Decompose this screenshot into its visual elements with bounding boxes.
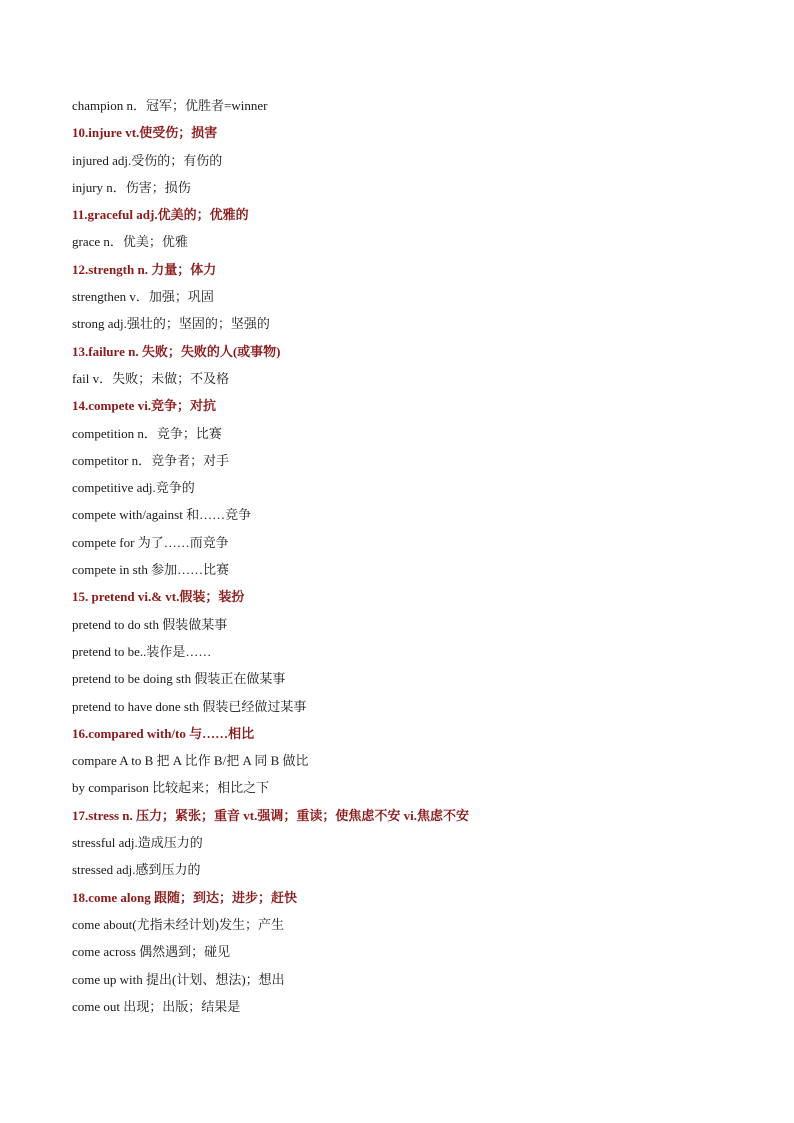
- entry-line: compete for 为了……而竞争: [72, 534, 229, 550]
- entry-line: pretend to be..装作是……: [72, 643, 212, 659]
- entry-line: by comparison 比较起来；相比之下: [72, 780, 270, 796]
- entry-line: compare A to B 把 A 比作 B/把 A 同 B 做比: [72, 753, 309, 769]
- entry-heading: 10.injure vt.使受伤；损害: [72, 125, 218, 141]
- entry-line: competitor n．竞争者；对手: [72, 452, 230, 468]
- entry-line: strengthen v．加强；巩固: [72, 289, 214, 305]
- entry-line: come up with 提出(计划、想法)；想出: [72, 971, 285, 987]
- entry-heading: 17.stress n. 压力；紧张；重音 vt.强调；重读；使焦虑不安 vi.焦虑不安: [72, 807, 469, 823]
- entry-line: compete with/against 和……竞争: [72, 507, 252, 523]
- entry-line: stressed adj.感到压力的: [72, 862, 201, 878]
- entry-line: come across 偶然遇到；碰见: [72, 944, 231, 960]
- entry-line: strong adj.强壮的；坚固的；坚强的: [72, 316, 270, 332]
- entry-line: injury n．伤害；损伤: [72, 179, 191, 195]
- entry-heading: 14.compete vi.竞争；对抗: [72, 398, 217, 414]
- entry-line: compete in sth 参加……比赛: [72, 562, 230, 578]
- entry-heading: 11.graceful adj.优美的；优雅的: [72, 207, 249, 223]
- entry-line: grace n．优美；优雅: [72, 234, 188, 250]
- entry-line: competition n．竞争；比赛: [72, 425, 222, 441]
- entry-heading: 13.failure n. 失败；失败的人(或事物): [72, 343, 281, 359]
- entry-line: competitive adj.竞争的: [72, 480, 195, 496]
- entry-line: pretend to have done sth 假装已经做过某事: [72, 698, 307, 714]
- entry-line: come out 出现；出版；结果是: [72, 998, 241, 1014]
- entry-heading: 15. pretend vi.& vt.假装；装扮: [72, 589, 245, 605]
- entry-line: come about(尤指未经计划)发生；产生: [72, 916, 284, 932]
- entry-line: pretend to be doing sth 假装正在做某事: [72, 671, 286, 687]
- entry-line: fail v．失败；未做；不及格: [72, 370, 230, 386]
- entry-heading: 12.strength n. 力量；体力: [72, 261, 217, 277]
- document-body: [72, 92, 752, 1020]
- entry-line: pretend to do sth 假装做某事: [72, 616, 228, 632]
- entry-heading: 18.come along 跟随；到达；进步；赶快: [72, 889, 297, 905]
- entry-line: injured adj.受伤的；有伤的: [72, 152, 223, 168]
- entry-heading: 16.compared with/to 与……相比: [72, 725, 255, 741]
- entry-line: champion n．冠军；优胜者=winner: [72, 98, 268, 113]
- entry-line: stressful adj.造成压力的: [72, 835, 203, 851]
